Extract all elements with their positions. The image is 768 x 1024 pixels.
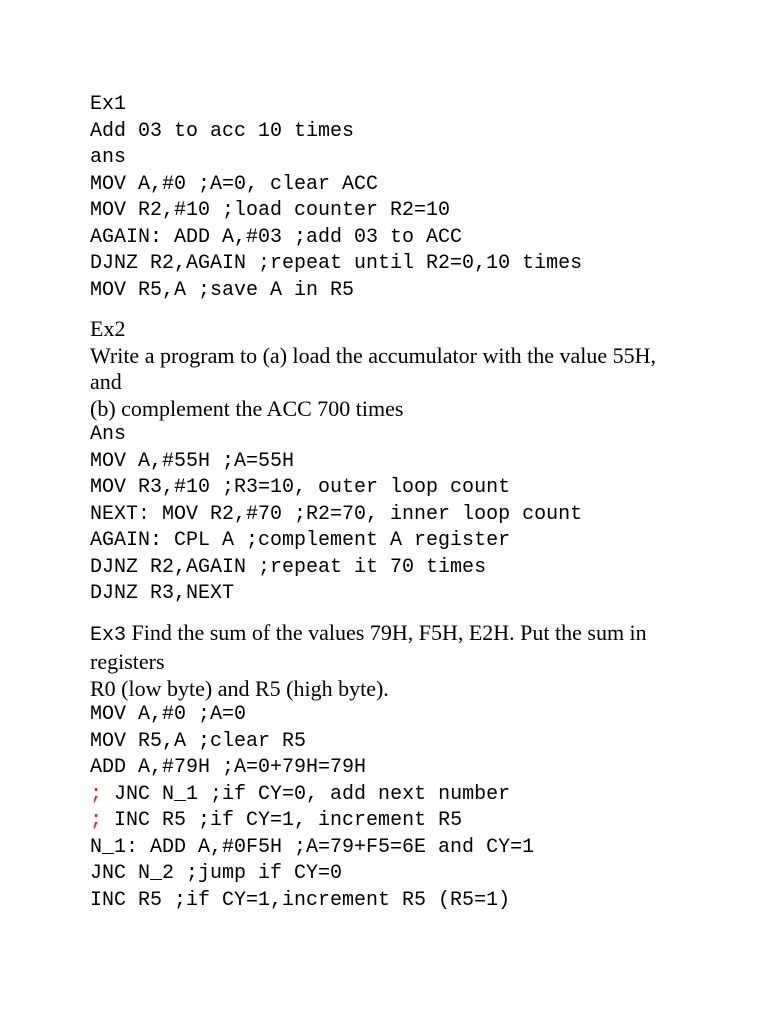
ex2-question-line: Write a program to (a) load the accumulator with the value 55H,	[90, 342, 657, 368]
code-line: DJNZ R2,AGAIN ;repeat it 70 times	[90, 555, 487, 579]
code-line: MOV R3,#10 ;R3=10, outer loop count	[90, 476, 511, 499]
comment-marker: ;	[90, 809, 103, 832]
example-2	[90, 316, 730, 608]
example-1	[90, 92, 730, 304]
example-3	[90, 620, 730, 915]
code-line: MOV R2,#10 ;load counter R2=10	[90, 199, 451, 222]
comment-marker: ;	[90, 782, 103, 806]
code-line: MOV R5,A ;clear R5	[90, 729, 307, 753]
ex3-question-line: Find the sum of the values 79H, F5H, E2H. Put the sum in	[131, 619, 647, 645]
ex1-question: Add 03 to acc 10 times	[90, 119, 355, 143]
commented-code-line: ; JNC N_1 ;if CY=0, add next number	[90, 782, 511, 806]
ex2-question-line: (b) complement the ACC 700 times	[90, 395, 404, 421]
ex1-title: Ex1	[90, 93, 127, 116]
code-line: AGAIN: ADD A,#03 ;add 03 to ACC	[90, 225, 463, 249]
code-line: NEXT: MOV R2,#70 ;R2=70, inner loop count	[90, 502, 583, 526]
code-line: AGAIN: CPL A ;complement A register	[90, 529, 511, 552]
ex3-question-line: R0 (low byte) and R5 (high byte).	[90, 675, 389, 701]
ex3-title-row	[90, 620, 730, 650]
code-line: ADD A,#79H ;A=0+79H=79H	[90, 756, 367, 779]
code-line: JNC N_2 ;jump if CY=0	[90, 862, 343, 885]
ex3-title: Ex3	[90, 623, 127, 647]
commented-code-line: ; INC R5 ;if CY=1, increment R5	[90, 809, 463, 832]
ex2-title: Ex2	[90, 316, 126, 341]
ex3-question-line: registers	[90, 649, 165, 674]
code-line: MOV A,#55H ;A=55H	[90, 449, 295, 473]
code-line: DJNZ R2,AGAIN ;repeat until R2=0,10 times	[90, 252, 583, 275]
code-line: MOV A,#0 ;A=0, clear ACC	[90, 172, 379, 196]
ex1-answer-label: ans	[90, 146, 127, 169]
code-line: MOV R5,A ;save A in R5	[90, 278, 355, 302]
code-line: INC R5 ;if CY=1,increment R5 (R5=1)	[90, 888, 511, 912]
ex2-question-line: and	[90, 369, 122, 394]
code-line: DJNZ R3,NEXT	[90, 582, 235, 605]
code-line: MOV A,#0 ;A=0	[90, 703, 247, 726]
document-page	[90, 92, 730, 914]
ex2-answer-label: Ans	[90, 423, 127, 446]
code-line: N_1: ADD A,#0F5H ;A=79+F5=6E and CY=1	[90, 835, 535, 859]
